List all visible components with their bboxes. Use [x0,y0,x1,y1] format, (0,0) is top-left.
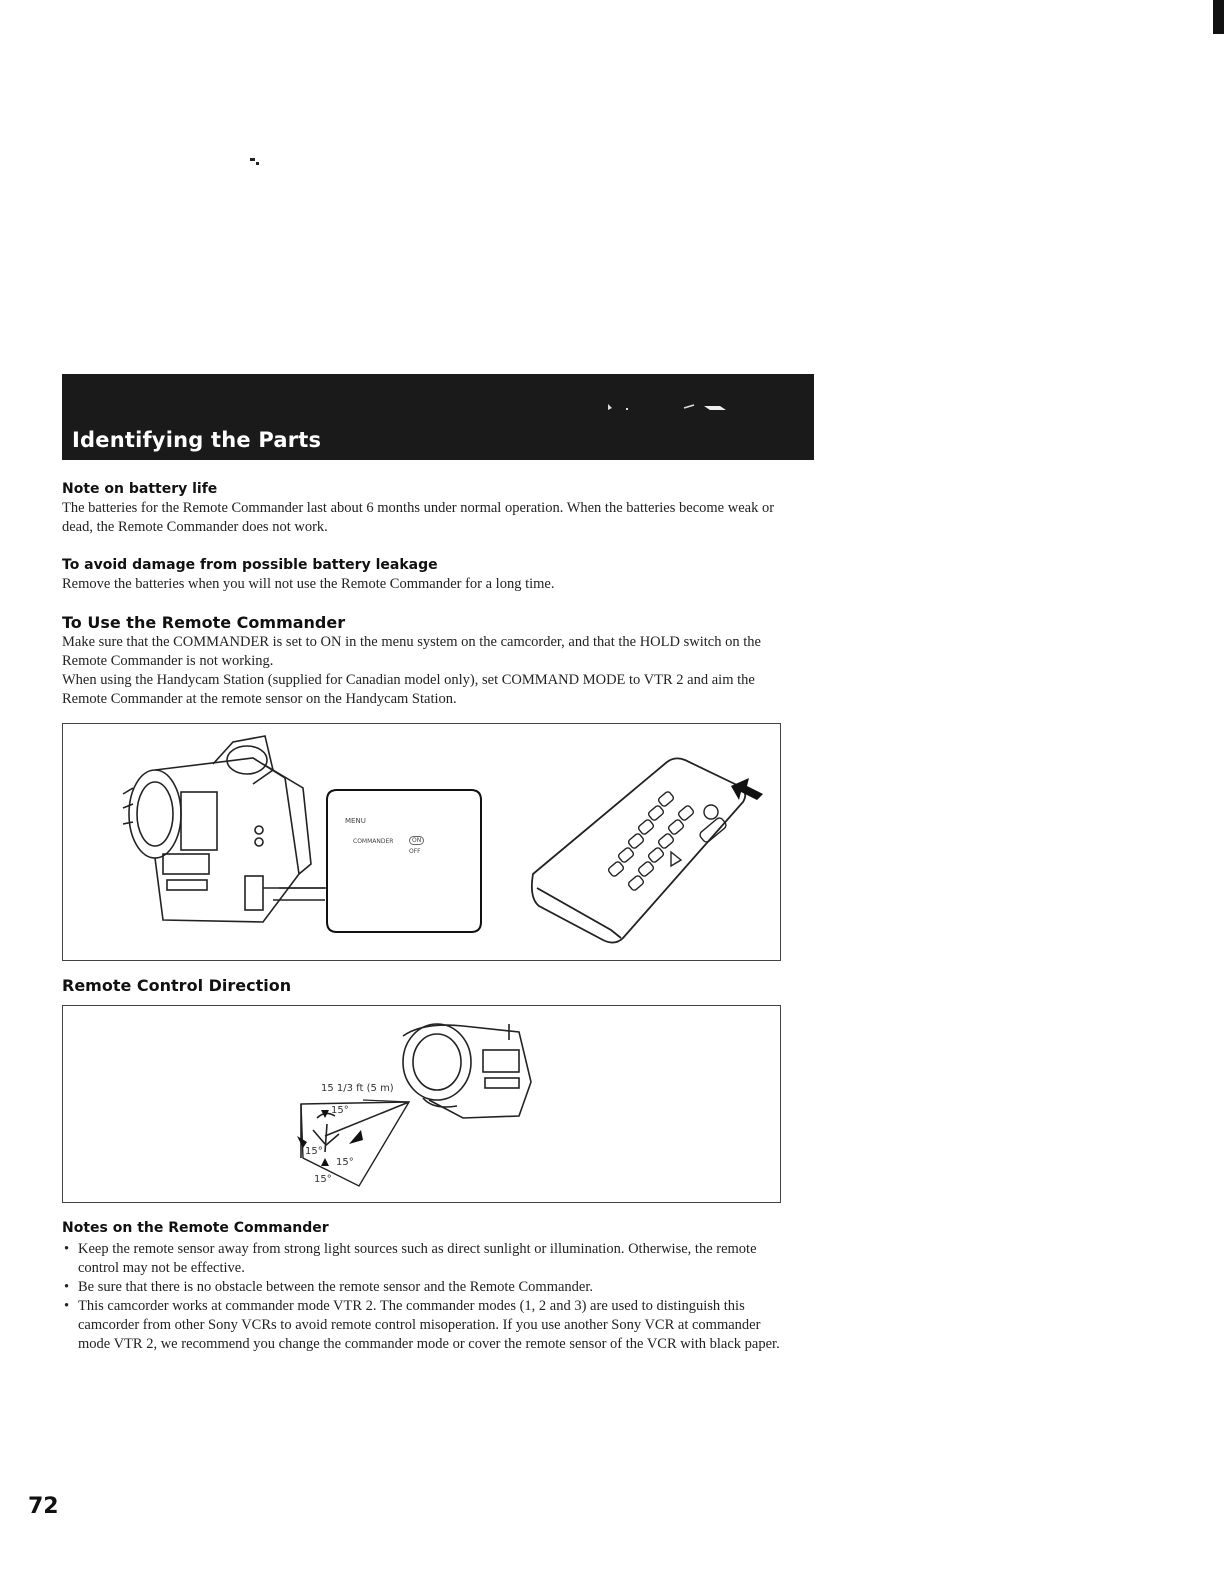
page-number: 72 [28,1494,59,1519]
use-remote-para-1: Make sure that the COMMANDER is set to ON in the menu system on the camcorder, and that the HOLD switch on the Remote Commander is not working. [62,634,761,669]
scan-speck [250,158,255,161]
distance-label: 15 1/3 ft (5 m) [321,1083,394,1094]
leakage-text: Remove the batteries when you will not use the Remote Commander for a long time. [62,576,555,592]
remote-direction-figure [62,1005,781,1203]
angle-left-label: 15° [305,1146,323,1157]
scan-speck [256,162,259,165]
angle-bottom-label: 15° [314,1174,332,1185]
battery-life-heading: Note on battery life [62,481,218,497]
commander-on-option: ON [409,836,424,845]
remote-direction-heading: Remote Control Direction [62,976,292,995]
menu-label: MENU [345,817,366,825]
list-item: • Keep the remote sensor away from strong light sources such as direct sunlight or illumination. Otherwise, the remote control may not be effective. [62,1240,792,1278]
battery-life-text: The batteries for the Remote Commander last about 6 months under normal operation. When the batteries become weak or dead, the Remote Commander does not work. [62,500,775,535]
page-edge-mark [1213,0,1224,34]
remote-commander-figure [62,723,781,961]
angle-right-label: 15° [336,1157,354,1168]
list-item: • This camcorder works at commander mode VTR 2. The commander modes (1, 2 and 3) are used to distinguish this camcorder from other Sony VCRs to avoid remote control misoperation. If you use another Sony VCR at commander mode VTR 2, we recommend you change the commander mode or cover the remote sensor of the VCR with black paper. [62,1297,792,1354]
remote-commander-icon [63,724,780,960]
use-remote-heading: To Use the Remote Commander [62,613,346,632]
list-item: • Be sure that there is no obstacle between the remote sensor and the Remote Commander. [62,1278,792,1297]
commander-off-option: OFF [409,848,421,855]
page-title: Identifying the Parts [72,428,322,452]
section-header-bar [62,374,814,460]
leakage-heading: To avoid damage from possible battery leakage [62,557,438,573]
angle-top-label: 15° [331,1105,349,1116]
use-remote-para-2: When using the Handycam Station (supplied for Canadian model only), set COMMAND MODE to VTR 2 and aim the Remote Commander at the remote sensor on the Handycam Station. [62,672,755,707]
notes-list [62,1240,792,1354]
header-decoration-icon [602,400,772,420]
use-remote-text [62,633,782,709]
infrared-arrow-icon [731,778,763,800]
notes-heading: Notes on the Remote Commander [62,1220,329,1236]
commander-label: COMMANDER [353,838,394,845]
remote-direction-diagram [63,1006,780,1202]
